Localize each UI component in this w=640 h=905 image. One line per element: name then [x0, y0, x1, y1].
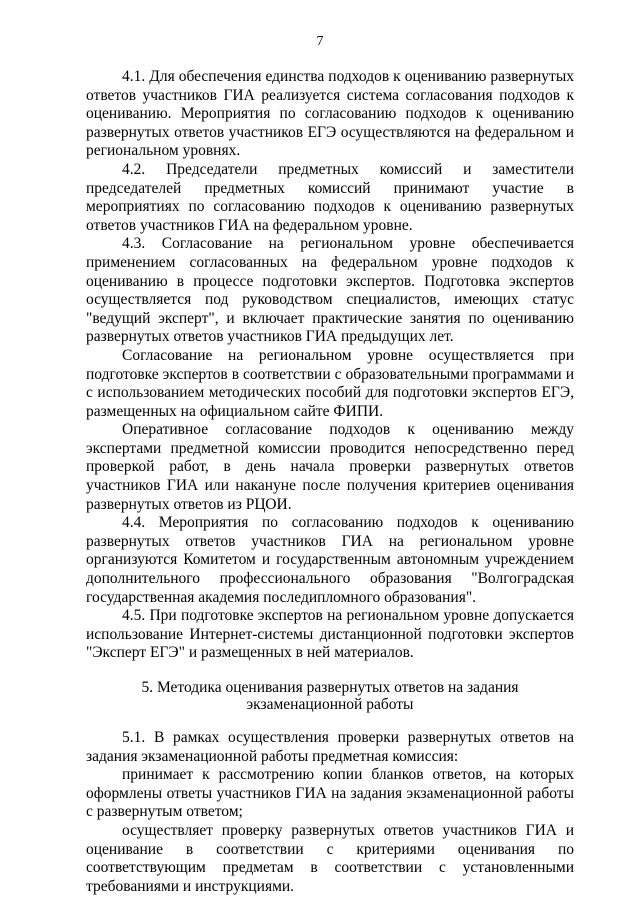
paragraph-4-2: 4.2. Председатели предметных комиссий и заместители председателей предметных комиссий принимают участие в мероприятиях по согласованию подходов к оцениванию развернутых ответов участников ГИА на федеральном уровне.: [86, 160, 574, 234]
page-number: 7: [316, 34, 324, 49]
paragraph-4-5: 4.5. При подготовке экспертов на региональном уровне допускается использование Интернет-системы дистанционной подготовки экспертов "Эксперт ЕГЭ" и размещенных в ней материалов.: [86, 607, 574, 662]
paragraph-performs-check: осуществляет проверку развернутых ответов участников ГИА и оценивание в соответствии с критериями оценивания по соответствующим предметам в соответствии с установленными требованиями и инструкциями.: [86, 821, 574, 895]
paragraph-4-1: 4.1. Для обеспечения единства подходов к оцениванию развернутых ответов участников ГИА реализуется система согласования подходов к оцениванию. Мероприятия по согласованию подходов к оцениванию развернутых ответов участников ЕГЭ осуществляются на федеральном и региональном уровнях.: [86, 68, 574, 160]
paragraph-4-4: 4.4. Мероприятия по согласованию подходов к оцениванию развернутых ответов участников ГИА на региональном уровне организуются Комитетом и государственным автономным учреждением дополнительного профессионального образования "Волгоградская государственная академия последипломного образования".: [86, 514, 574, 606]
section-heading-line-1: 5. Методика оценивания развернутых ответов на задания: [141, 679, 519, 696]
document-body: [86, 68, 574, 896]
section-heading-line-2: экзаменационной работы: [246, 696, 414, 713]
paragraph-4-3: 4.3. Согласование на региональном уровне обеспечивается применением согласованных на федеральном уровне подходов к оцениванию в процессе подготовки экспертов. Подготовка экспертов осуществляется под руководством специалистов, имеющих статус "ведущий эксперт", и включает практические занятия по оцениванию развернутых ответов участников ГИА предыдущих лет.: [86, 235, 574, 346]
paragraph-regional-agreement: Согласование на региональном уровне осуществляется при подготовке экспертов в соответствии с образовательными программами и с использованием методических пособий для подготовки экспертов ЕГЭ, размещенных на официальном сайте ФИПИ.: [86, 346, 574, 420]
paragraph-operational-agreement: Оперативное согласование подходов к оцениванию между экспертами предметной комиссии проводится непосредственно перед проверкой работ, в день начала проверки развернутых ответов участников ГИА или накануне после получения критериев оценивания развернутых ответов из РЦОИ.: [86, 421, 574, 513]
paragraph-5-1: 5.1. В рамках осуществления проверки развернутых ответов на задания экзаменационной работы предметная комиссия:: [86, 729, 574, 765]
section-heading: [86, 679, 574, 713]
paragraph-accepts-copies: принимает к рассмотрению копии бланков ответов, на которых оформлены ответы участников ГИА на задания экзаменационной работы с развернутым ответом;: [86, 766, 574, 821]
